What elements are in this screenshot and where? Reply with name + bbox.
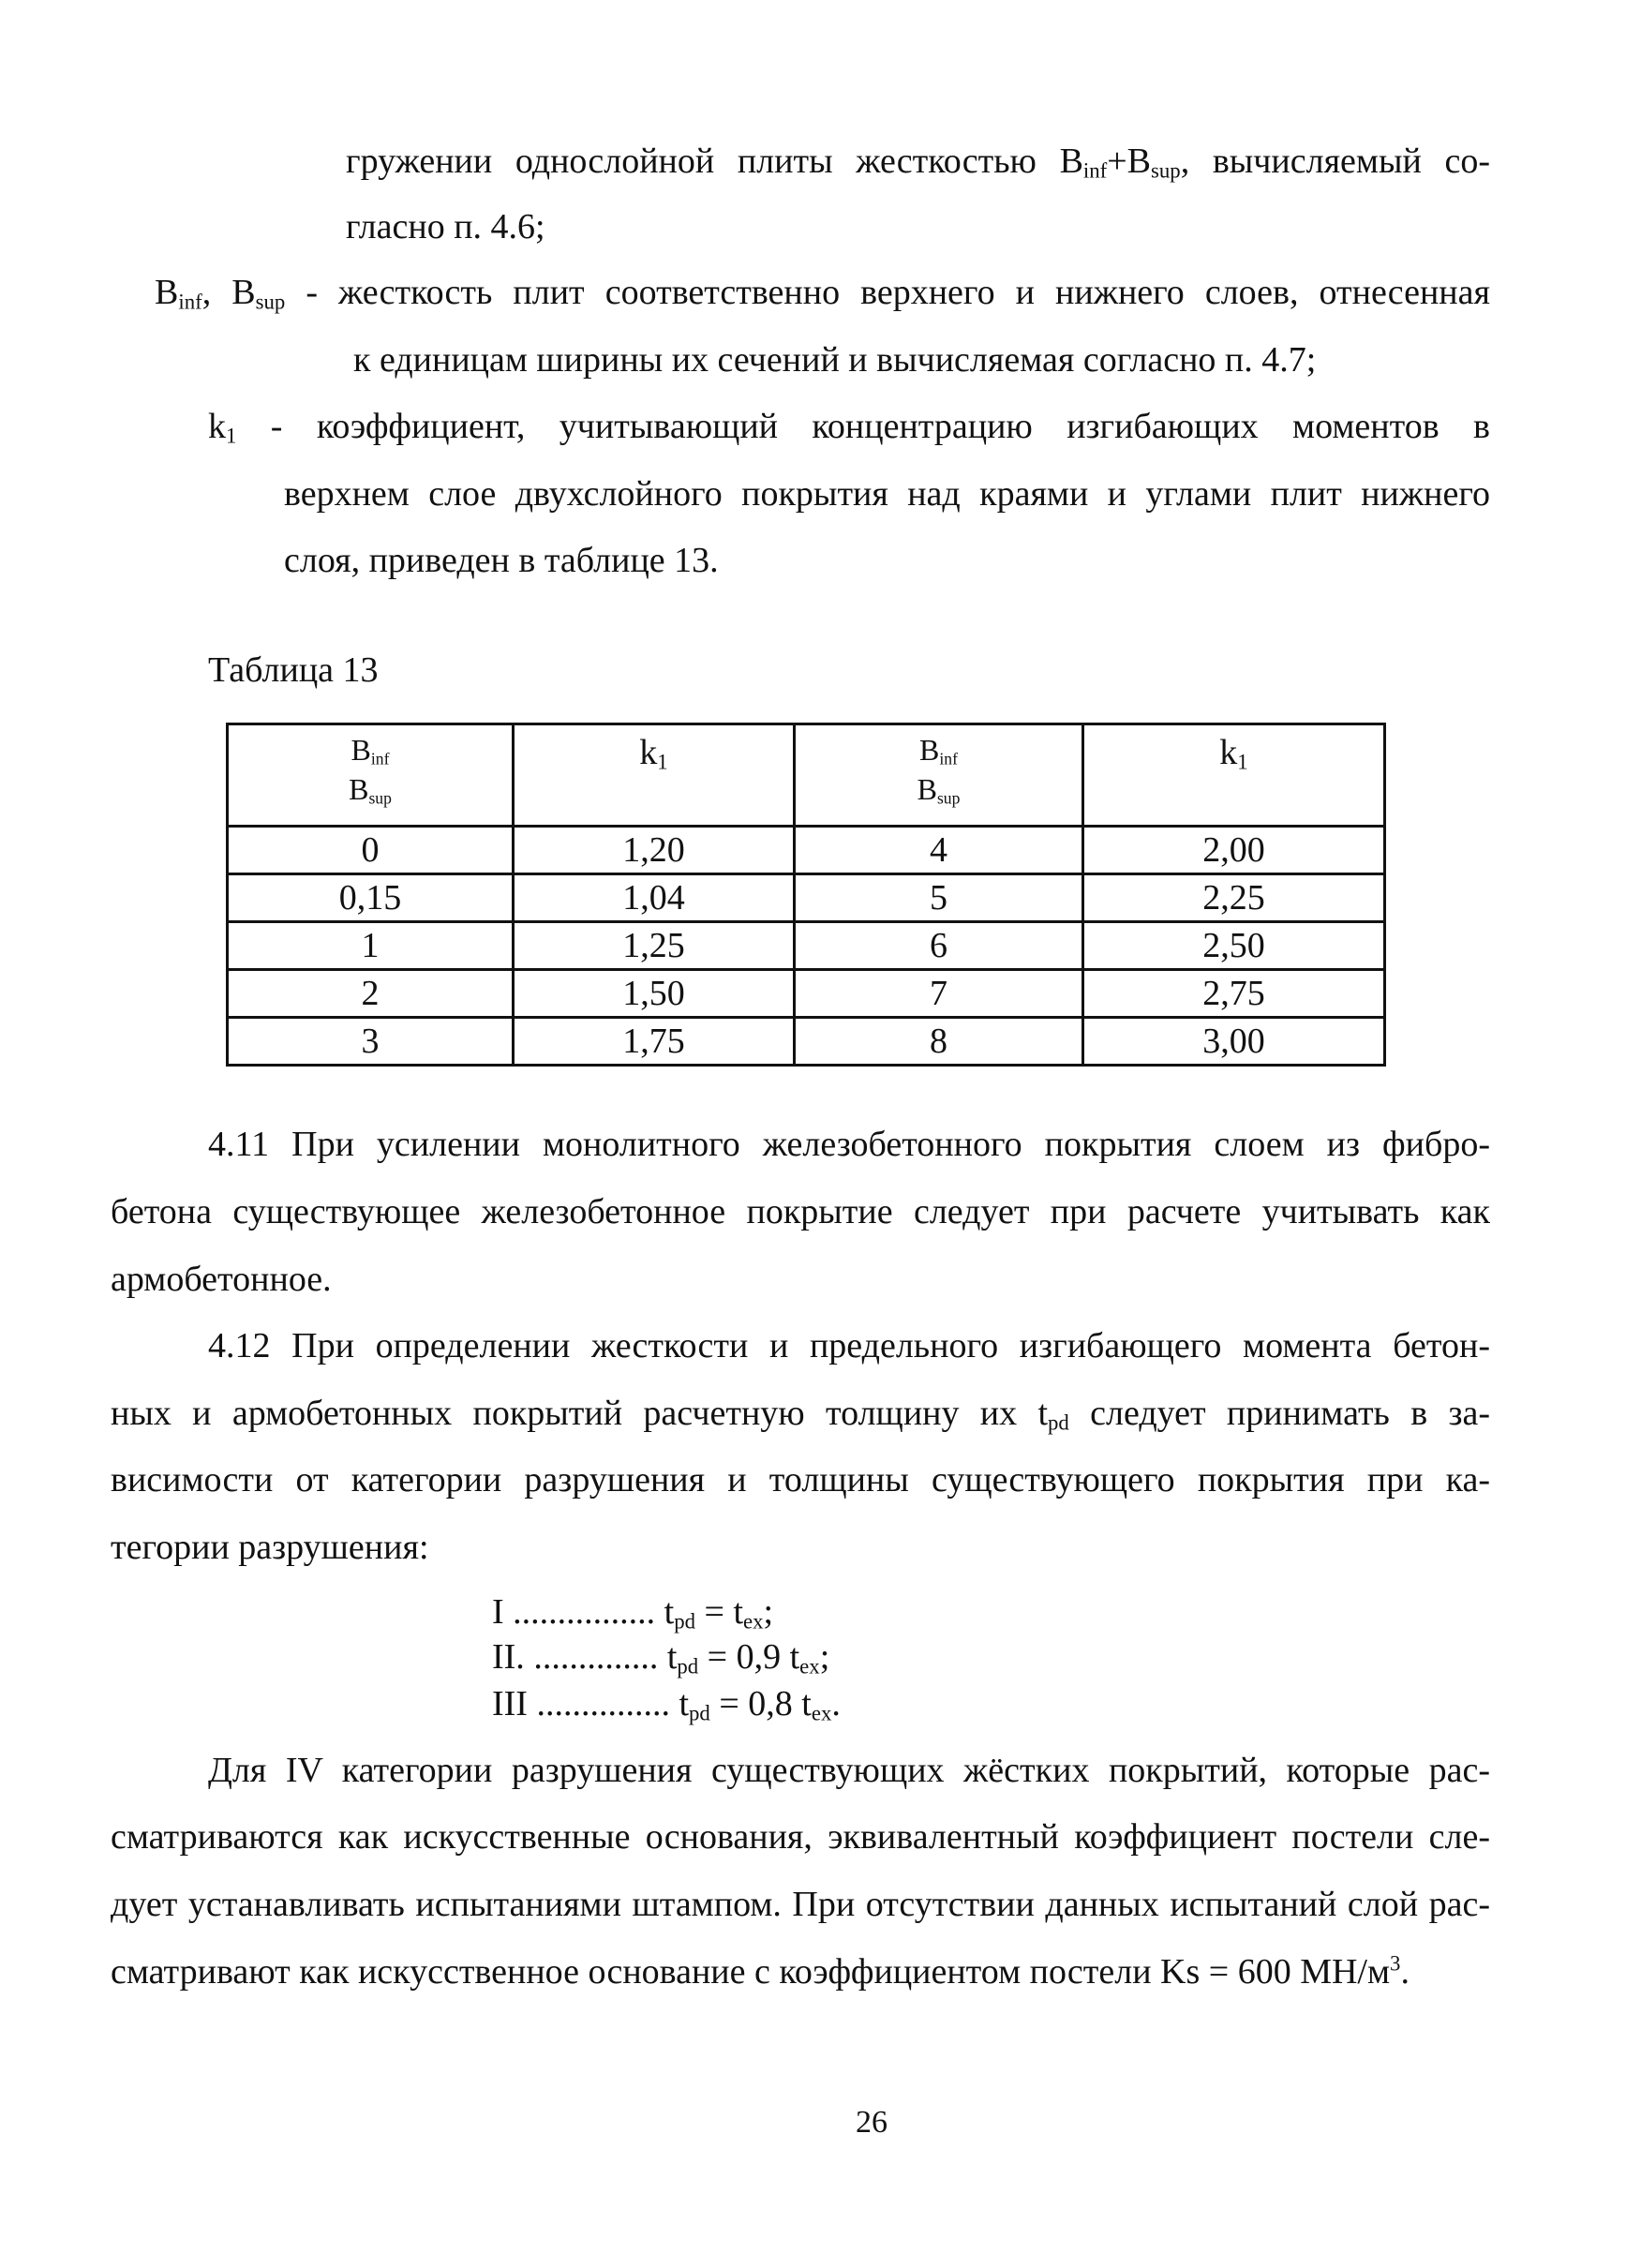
table-row xyxy=(228,874,1385,922)
table-cell: 0 xyxy=(228,827,514,874)
table-cell: 3,00 xyxy=(1083,1018,1385,1066)
table-cell: 1,75 xyxy=(514,1018,795,1066)
page-number: 26 xyxy=(856,2105,888,2140)
text-line: гружении однослойной плиты жесткостью $B_{inf}+B_{sup}$, вычисляемый со- xyxy=(346,142,1490,183)
definition-k1: $k_1$ - коэффициент, учитывающий концентрацию изгибающих моментов в xyxy=(208,407,1490,448)
table-cell: 1,04 xyxy=(514,874,795,922)
paragraph-4-12-line: 4.12 При определении жесткости и предельного изгибающего момента бетон- xyxy=(208,1326,1490,1365)
table-cell: 2,75 xyxy=(1083,970,1385,1018)
paragraph-4-12-line: ных и армобетонных покрытий расчетную толщину их $t_{pd}$ следует принимать в за- xyxy=(111,1394,1490,1435)
text-line: верхнем слое двухслойного покрытия над краями и углами плит нижнего xyxy=(284,474,1490,514)
table-row xyxy=(228,827,1385,874)
table-cell: 3 xyxy=(228,1018,514,1066)
category-line: I ................ $t_{pd} = t_{ex}$; xyxy=(492,1592,774,1634)
table-row xyxy=(228,970,1385,1018)
category-line: II. .............. $t_{pd} = 0,9$ $t_{ex}$; xyxy=(492,1637,830,1679)
text-line: слоя, приведен в таблице 13. xyxy=(284,541,719,580)
text-line: гласно п. 4.6; xyxy=(346,207,545,246)
paragraph-line: сматривают как искусственное основание с коэффициентом постели Ks = 600 $МН/м^3$. xyxy=(111,1951,1410,1992)
definition-b: $B_{inf}$, $B_{sup}$ - жесткость плит соответственно верхнего и нижнего слоев, отнесенная xyxy=(155,273,1490,314)
table-cell: 4 xyxy=(795,827,1083,874)
header-k1: $k_1$ xyxy=(514,724,795,827)
paragraph-line: сматриваются как искусственные основания, эквивалентный коэффициент постели сле- xyxy=(111,1817,1490,1857)
table-cell: 2,50 xyxy=(1083,922,1385,970)
paragraph-4-12-line: тегории разрушения: xyxy=(111,1528,429,1567)
paragraph-4-12-line: висимости от категории разрушения и толщины существующего покрытия при ка- xyxy=(111,1460,1490,1500)
paragraph-4-11-line: армобетонное. xyxy=(111,1260,332,1299)
paragraph-4-11-line: 4.11 При усилении монолитного железобетонного покрытия слоем из фибро- xyxy=(208,1125,1490,1164)
table-cell: 8 xyxy=(795,1018,1083,1066)
table-cell: 1 xyxy=(228,922,514,970)
table-row xyxy=(228,1018,1385,1066)
header-k1: $k_1$ xyxy=(1083,724,1385,827)
table-cell: 2,00 xyxy=(1083,827,1385,874)
table-header-row xyxy=(228,724,1385,827)
table-caption: Таблица 13 xyxy=(208,650,379,690)
table-13 xyxy=(226,723,1386,1067)
table-cell: 2 xyxy=(228,970,514,1018)
table-cell: 1,20 xyxy=(514,827,795,874)
table-cell: 0,15 xyxy=(228,874,514,922)
table-cell: 6 xyxy=(795,922,1083,970)
table-cell: 7 xyxy=(795,970,1083,1018)
table-cell: 1,50 xyxy=(514,970,795,1018)
table-row xyxy=(228,922,1385,970)
paragraph-line: Для IV категории разрушения существующих жёстких покрытий, которые рас- xyxy=(208,1751,1490,1790)
category-line: III ............... $t_{pd} = 0,8$ $t_{ex}$. xyxy=(492,1684,841,1725)
table-cell: 2,25 xyxy=(1083,874,1385,922)
header-ratio: $B_{inf}$ $B_{sup}$ xyxy=(228,724,514,827)
paragraph-4-11-line: бетона существующее железобетонное покрытие следует при расчете учитывать как xyxy=(111,1192,1490,1231)
header-ratio: $B_{inf}$ $B_{sup}$ xyxy=(795,724,1083,827)
paragraph-line: дует устанавливать испытаниями штампом. При отсутствии данных испытаний слой рас- xyxy=(111,1885,1490,1924)
table-cell: 5 xyxy=(795,874,1083,922)
table-cell: 1,25 xyxy=(514,922,795,970)
text-line: к единицам ширины их сечений и вычисляемая согласно п. 4.7; xyxy=(353,340,1317,380)
